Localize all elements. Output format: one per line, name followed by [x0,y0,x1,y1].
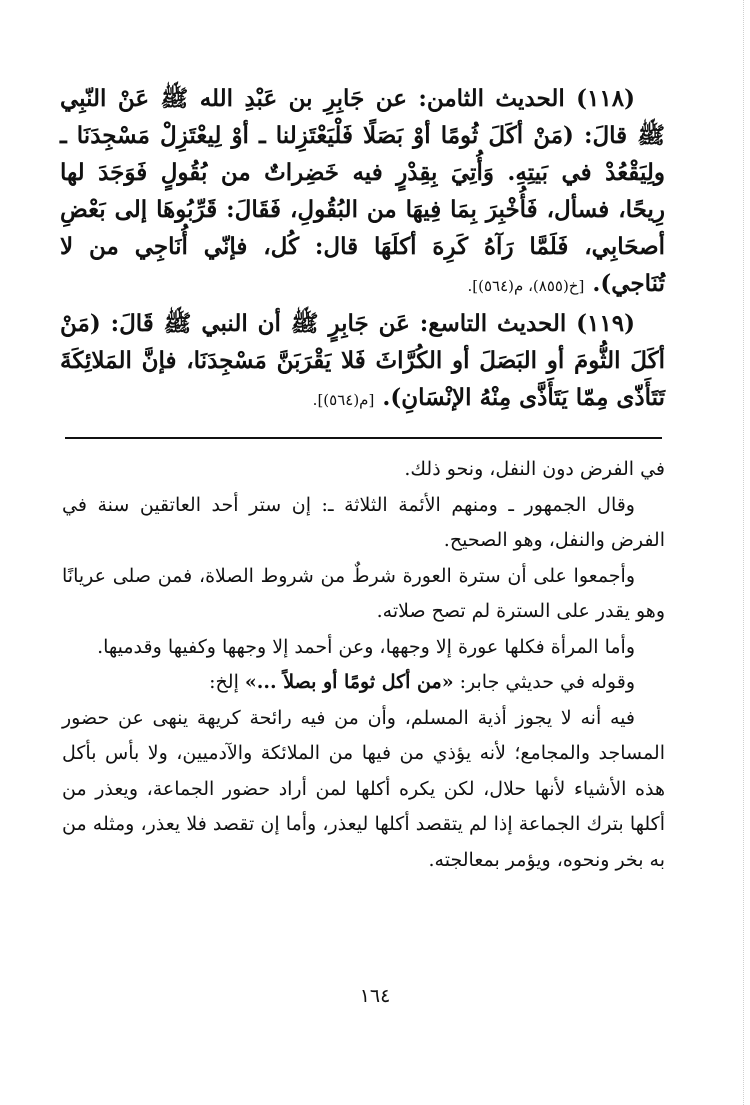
hadith-section [60,80,665,419]
commentary-quote: «من أكل ثومًا أو بصلاً ...» [244,671,454,693]
hadith-119-reference: [م(٥٦٤)]. [312,391,375,409]
hadith-119-text: (١١٩) الحديث التاسع: عَن جَابِرٍ ﷺ أن النبي ﷺ قَالَ: (مَنْ أكَلَ الثُّومَ أو البَصَلَ أو الكُرَّاثَ فَلا يَقْرَبَنَّ مَسْجِدَنَا، فإنَّ المَلائِكَةَ تَتَأَذّى مِمّا يَتَأَذَّى مِنْهُ الإنْسَانِ). [60,310,665,411]
commentary-lead: وقوله في حديثي جابر: [459,671,635,693]
commentary-section [62,452,665,878]
page-number: ١٦٤ [359,985,391,1007]
main-text-block [60,80,665,419]
hadith-118-text: (١١٨) الحديث الثامن: عن جَابِرِ بن عَبْدِ الله ﷺ عَنْ النّبِي ﷺ قالَ: (مَنْ أكَلَ ثُومًا أوْ بَصَلًا فَلْيَعْتَزِلنا ـ أوْ لِيعْتَزِلْ مَسْجِدَنَا ـ ولِيَقْعُدْ في بَيتِهِ. وَأُتِيَ بِقِدْرٍ فيه خَضِراتٌ من بُقُولٍ فَوَجَدَ لها رِيحًا، فسأل، فَأُخْبِرَ بِمَا فِيهَا من البُقُولِ، فَقَالَ: قَرِّبُوهَا إلى بَعْضِ أصحَابِي، فَلَمَّا رَآهُ كَرِهَ أكلَهَا قال: كُل، فإنّي أُنَاجِي من لا تُنَاجي). [60,85,665,297]
hadith-119 [60,305,665,419]
footnote-divider [65,437,662,439]
commentary-tail: إلخ: [209,671,239,693]
commentary-paragraph-2: وقال الجمهور ـ ومنهم الأئمة الثلاثة ـ: إن ستر أحد العاتقين سنة في الفرض والنفل، وهو الصحيح. [62,493,665,551]
hadith-118-reference: [خ(٨٥٥)، م(٥٦٤)]. [467,277,585,295]
commentary-paragraph-4: وأما المرأة فكلها عورة إلا وجهها، وعن أحمد إلا وجهها وكفيها وقدميها. [97,635,635,658]
commentary-paragraph-1: في الفرض دون النفل، ونحو ذلك. [404,458,665,480]
hadith-118 [60,80,665,305]
commentary-paragraph-5 [62,665,665,701]
commentary-paragraph-3: وأجمعوا على أن سترة العورة شرطٌ من شروط الصلاة، فمن صلى عريانًا وهو يقدر على السترة لم تصح صلاته. [62,564,665,622]
scan-edge-marks [743,0,750,1105]
commentary-paragraph-6: فيه أنه لا يجوز أذية المسلم، وأن من فيه رائحة كريهة ينهى عن حضور المساجد والمجامع؛ لأنه يؤذي من فيها من الملائكة والآدميين، ولا بأس بأكل هذه الأشياء لأنها حلال، لكن يكره أكلها لمن أراد حضور الجماعة، ويعذر من أكلها بترك الجماعة إذا لم يتقصد أكلها ليعذر، وأما إن تقصد فلا يعذر، ومثله من به بخر ونحوه، ويؤمر بمعالجته. [62,706,665,871]
